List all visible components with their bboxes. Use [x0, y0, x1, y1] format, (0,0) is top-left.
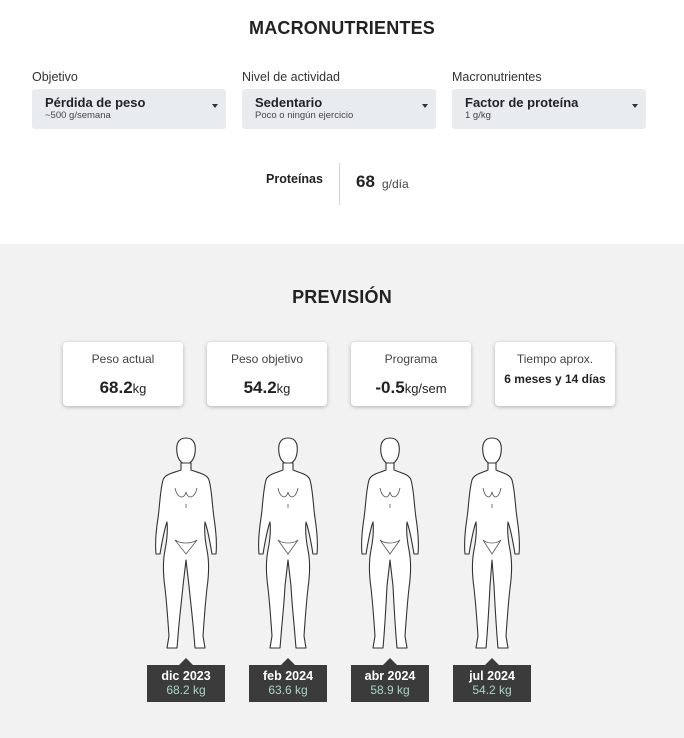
macros-subtext: 1 g/kg: [465, 110, 491, 121]
timeline-date: feb 2024: [262, 669, 314, 683]
goal-subtext: ~500 g/semana: [45, 110, 111, 121]
female-body-silhouette-icon: [457, 436, 527, 656]
protein-divider: [339, 163, 340, 205]
current-weight-card: [63, 342, 183, 406]
female-body-silhouette-icon: [253, 436, 323, 656]
timeline-badge: [147, 665, 225, 702]
current-weight-value: 68.2: [99, 378, 133, 397]
current-weight-label: Peso actual: [91, 352, 155, 366]
target-weight-unit: kg: [276, 381, 291, 396]
activity-select[interactable]: [242, 89, 436, 129]
current-weight-unit: kg: [132, 381, 147, 396]
macros-field: [452, 70, 646, 129]
approx-time-card: [495, 342, 615, 406]
goal-select[interactable]: [32, 89, 226, 129]
program-unit: kg/sem: [404, 381, 447, 396]
macronutrients-section: [0, 0, 684, 244]
approx-time-label: Tiempo aprox.: [516, 352, 594, 366]
female-body-silhouette-icon: [457, 436, 527, 656]
goal-value: Pérdida de peso: [45, 95, 146, 110]
section-title-forecast: PREVISIÓN: [292, 287, 392, 307]
timeline-date: jul 2024: [469, 669, 515, 683]
macros-select[interactable]: [452, 89, 646, 129]
timeline-date: dic 2023: [161, 669, 211, 683]
activity-label: Nivel de actividad: [242, 70, 340, 84]
female-body-silhouette-icon: [355, 436, 425, 656]
approx-time-value: 6 meses y 14 días: [504, 372, 606, 386]
activity-field: [242, 70, 436, 129]
caret-down-icon: [212, 104, 218, 108]
protein-unit: g/día: [382, 177, 409, 191]
timeline-weight: 58.9 kg: [370, 683, 410, 697]
caret-down-icon: [422, 104, 428, 108]
goal-label: Objetivo: [32, 70, 78, 84]
target-weight-value: 54.2: [243, 378, 277, 397]
timeline-date: abr 2024: [364, 669, 416, 683]
timeline-weight: 68.2 kg: [166, 683, 206, 697]
target-weight-label: Peso objetivo: [230, 352, 304, 366]
program-label: Programa: [384, 352, 438, 366]
protein-value: 68: [356, 172, 375, 191]
section-title-macronutrients: MACRONUTRIENTES: [249, 18, 435, 38]
female-body-silhouette-icon: [151, 436, 221, 656]
macros-value: Factor de proteína: [465, 95, 579, 110]
activity-value: Sedentario: [255, 95, 323, 110]
macros-label: Macronutrientes: [452, 70, 542, 84]
timeline-badge: [351, 665, 429, 702]
protein-label: Proteínas: [266, 172, 323, 186]
timeline-badge: [249, 665, 327, 702]
timeline-weight: 54.2 kg: [472, 683, 512, 697]
goal-field: [32, 70, 226, 129]
female-body-silhouette-icon: [151, 436, 221, 656]
target-weight-card: [207, 342, 327, 406]
caret-down-icon: [632, 104, 638, 108]
protein-summary: [240, 163, 440, 205]
timeline-weight: 63.6 kg: [268, 683, 308, 697]
timeline-badge: [453, 665, 531, 702]
program-card: [351, 342, 471, 406]
activity-subtext: Poco o ningún ejercicio: [255, 110, 354, 121]
program-value: -0.5: [375, 378, 405, 397]
female-body-silhouette-icon: [253, 436, 323, 656]
forecast-section: [0, 244, 684, 738]
female-body-silhouette-icon: [355, 436, 425, 656]
